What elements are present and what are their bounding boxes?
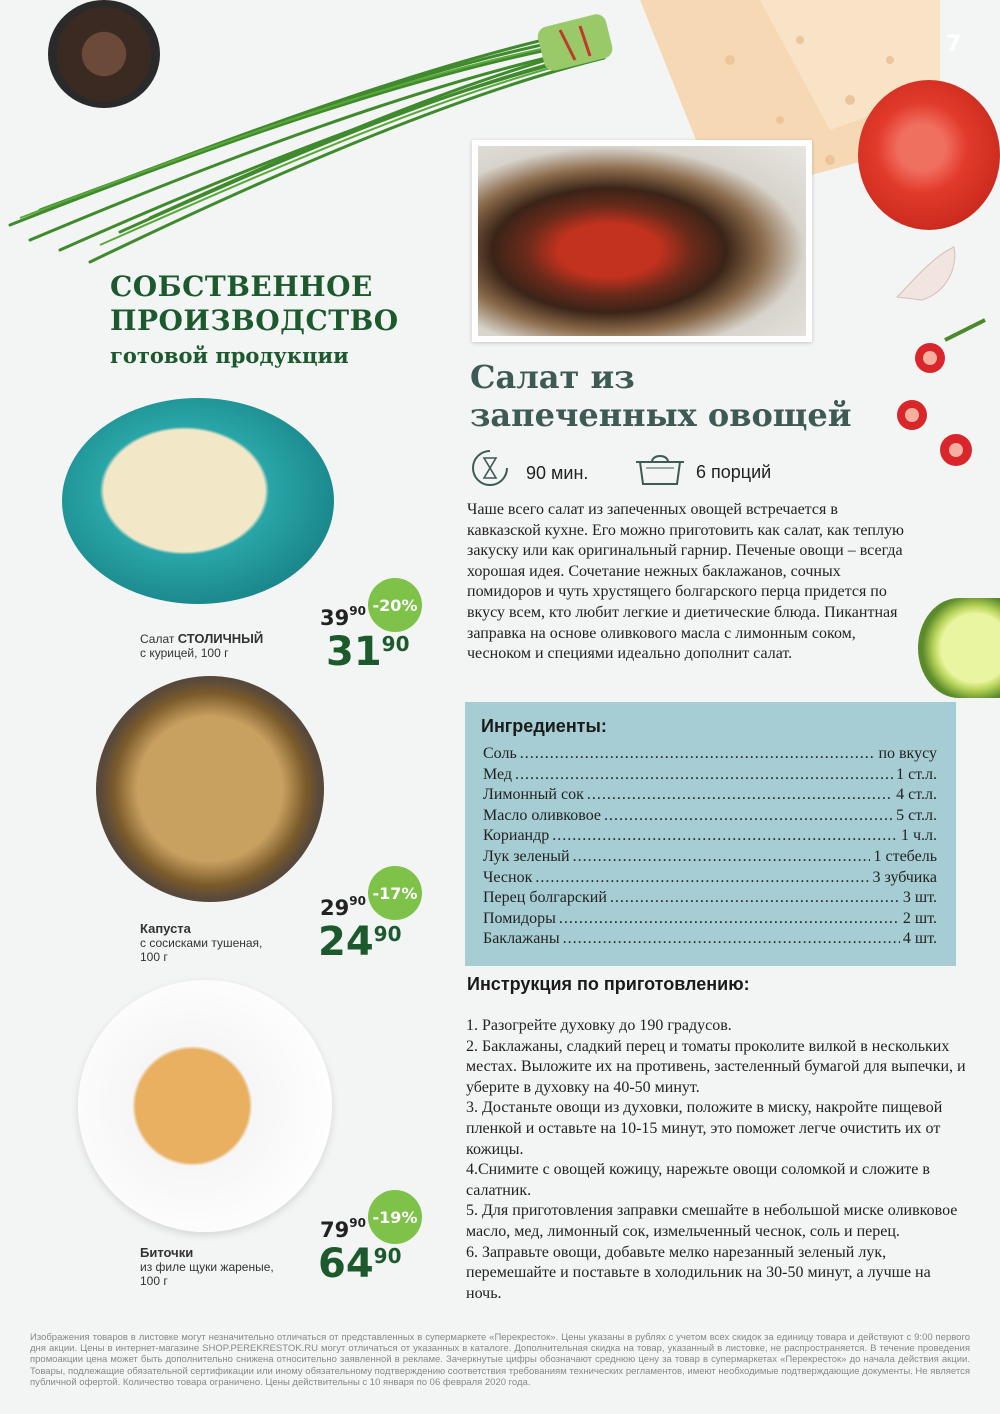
ingredient-row xyxy=(483,929,937,950)
cook-time: 90 мин. xyxy=(470,448,588,488)
leader-dots xyxy=(604,806,893,827)
ingredient-row xyxy=(483,847,937,868)
ingredient-name: Масло оливковое xyxy=(483,806,602,824)
cabbage-pan-image xyxy=(96,676,324,902)
ingredient-name: Перец болгарский xyxy=(483,889,607,907)
portions: 6 порций xyxy=(634,448,771,488)
leader-dots xyxy=(520,744,876,765)
discount-badge: -19% xyxy=(368,1190,422,1244)
section-heading xyxy=(110,270,410,370)
ingredient-name: Баклажаны xyxy=(483,930,560,948)
ingredient-amount: 1 ч.л. xyxy=(900,827,937,845)
pot-icon xyxy=(634,448,686,488)
timer-icon xyxy=(470,448,514,488)
leader-dots xyxy=(587,785,893,806)
ingredient-name: Соль xyxy=(483,745,517,762)
instruction-step: 2. Баклажаны, сладкий перец и томаты проколите вилкой в нескольких местах. Выложите их на противень, застеленный бумагой для выпечки, и уберите в духовку на 40-50 минут. xyxy=(466,1037,966,1096)
ingredient-row xyxy=(483,785,937,806)
heading-line-1: СОБСТВЕННОЕ xyxy=(110,270,373,303)
chili-pepper-slices-image xyxy=(890,310,1000,490)
tomato-image xyxy=(858,80,1000,230)
page-number: 7 xyxy=(946,32,962,57)
ingredient-amount: 1 стебель xyxy=(873,847,937,865)
product-name: Биточки из филе щуки жареные, 100 г xyxy=(140,1245,274,1288)
garlic-image xyxy=(892,242,962,302)
instructions-title: Инструкция по приготовлению: xyxy=(467,974,750,994)
leader-dots xyxy=(563,929,900,950)
salad-plate-image xyxy=(62,398,334,604)
old-price: $29^{90}$ xyxy=(320,894,366,920)
new-price: $31^{90}$ xyxy=(326,629,410,675)
ingredient-amount: 3 зубчика xyxy=(872,868,937,886)
ingredient-amount: 5 ст.л. xyxy=(896,806,937,824)
ingredient-name: Лимонный сок xyxy=(483,786,584,804)
leader-dots xyxy=(573,847,871,868)
lime-image xyxy=(918,598,1000,698)
instruction-step: 6. Заправьте овощи, добавьте мелко нарезанный зеленый лук, перемешайте и поставьте в холодильник на 30-50 минут, а лучше на ночь. xyxy=(466,1243,931,1302)
leader-dots xyxy=(610,888,900,909)
recipe-description: Чаше всего салат из запеченных овощей встречается в кавказской кухне. Его можно приготовить как салат, как теплую закуску или как оригинальный гарнир. Печеные овощи – всегда хорошая идея. Сочетание нежных баклажанов, сочных помидоров и чуть хрустящего болгарского перца придется по вкусу всем, кто любит легкие и диетические блюда. Пикантная заправка на основе оливкового масла с лимонным соком, чесноком и специями идеально дополнит салат. xyxy=(467,501,904,663)
discount-badge: -20% xyxy=(368,578,422,632)
discount-badge: -17% xyxy=(368,866,422,920)
heading-line-2: ПРОИЗВОДСТВО xyxy=(110,304,399,337)
ingredient-name: Чеснок xyxy=(483,868,533,886)
ingredient-amount: 3 шт. xyxy=(902,889,937,907)
heading-line-3: готовой продукции xyxy=(110,343,349,368)
ingredient-amount: по вкусу xyxy=(878,745,937,762)
ingredient-row xyxy=(483,888,937,909)
new-price: $64^{90}$ xyxy=(318,1241,402,1287)
old-price: $39^{90}$ xyxy=(320,604,366,630)
instruction-step: 4.Снимите с овощей кожицу, нарежьте овощи соломкой и сложите в салатник. xyxy=(466,1161,930,1199)
legal-disclaimer: Изображения товаров в листовке могут незначительно отличаться от представленных в супермаркете «Перекресток». Цены указаны в рублях с учетом всех скидок за единицу товара и действуют с 9:00 первого дня акции. Цены в интернет-магазине SHOP.PEREKRESTOK.RU могут отличаться от указанных в каталоге. Дополнительная скидка на товар, указанный в листовке, не распространяется. В течение проведения промоакции цена может быть дополнительно снижена относительно заявленной в рекламе. Зачеркнутые цифры обозначают среднюю цену за товар в супермаркетах «Перекресток» до начала действия акции. Товары, подлежащие обязательной сертификации или иному обязательному подтверждению соответствия требованиям технических регламентов, имеют необходимые подтверждающие документы. Не является публичной офертой. Количество товара ограничено. Цены действительны с 10 января по 06 февраля 2020 года. xyxy=(30,1332,970,1388)
ingredient-name: Кориандр xyxy=(483,827,550,845)
fish-cutlets-plate-image xyxy=(78,980,332,1232)
peppercorn-bowl-image xyxy=(48,0,160,108)
ingredient-amount: 1 ст.л. xyxy=(896,765,937,783)
ingredients-title: Ингредиенты: xyxy=(481,716,607,736)
ingredient-row xyxy=(483,868,937,889)
new-price: $24^{90}$ xyxy=(318,919,402,965)
ingredient-row xyxy=(483,909,937,930)
ingredients-list xyxy=(483,744,937,950)
ingredient-row xyxy=(483,826,937,847)
product-name: Салат СТОЛИЧНЫЙ с курицей, 100 г xyxy=(140,631,264,660)
product-name: Капуста с сосисками тушеная, 100 г xyxy=(140,921,263,964)
ingredient-amount: 2 шт. xyxy=(902,909,937,927)
instruction-step: 3. Достаньте овощи из духовки, положите в миску, накройте пищевой пленкой и оставьте на 10-15 минут, это поможет легче очистить их от кожицы. xyxy=(466,1099,943,1158)
instructions-list xyxy=(466,1016,970,1304)
ingredient-name: Помидоры xyxy=(483,909,556,927)
ingredient-amount: 4 ст.л. xyxy=(896,786,937,804)
instruction-step: 5. Для приготовления заправки смешайте в небольшой миске оливковое масло, мед, лимонный сок, измельченный чеснок, соль и перец. xyxy=(466,1202,958,1240)
ingredient-row xyxy=(483,765,937,786)
instruction-step: 1. Разогрейте духовку до 190 градусов. xyxy=(466,1017,732,1034)
leader-dots xyxy=(535,868,869,889)
ingredient-row xyxy=(483,806,937,827)
old-price: $79^{90}$ xyxy=(320,1216,366,1242)
recipe-photo xyxy=(472,140,812,342)
recipe-title: Салат из запеченных овощей xyxy=(470,358,852,434)
ingredient-amount: 4 шт. xyxy=(902,930,937,948)
leader-dots xyxy=(515,765,893,786)
ingredient-name: Мед xyxy=(483,765,513,783)
ingredients-box xyxy=(465,702,956,966)
leader-dots xyxy=(559,909,900,930)
ingredient-row xyxy=(483,744,937,765)
ingredient-name: Лук зеленый xyxy=(483,847,570,865)
leader-dots xyxy=(552,826,898,847)
